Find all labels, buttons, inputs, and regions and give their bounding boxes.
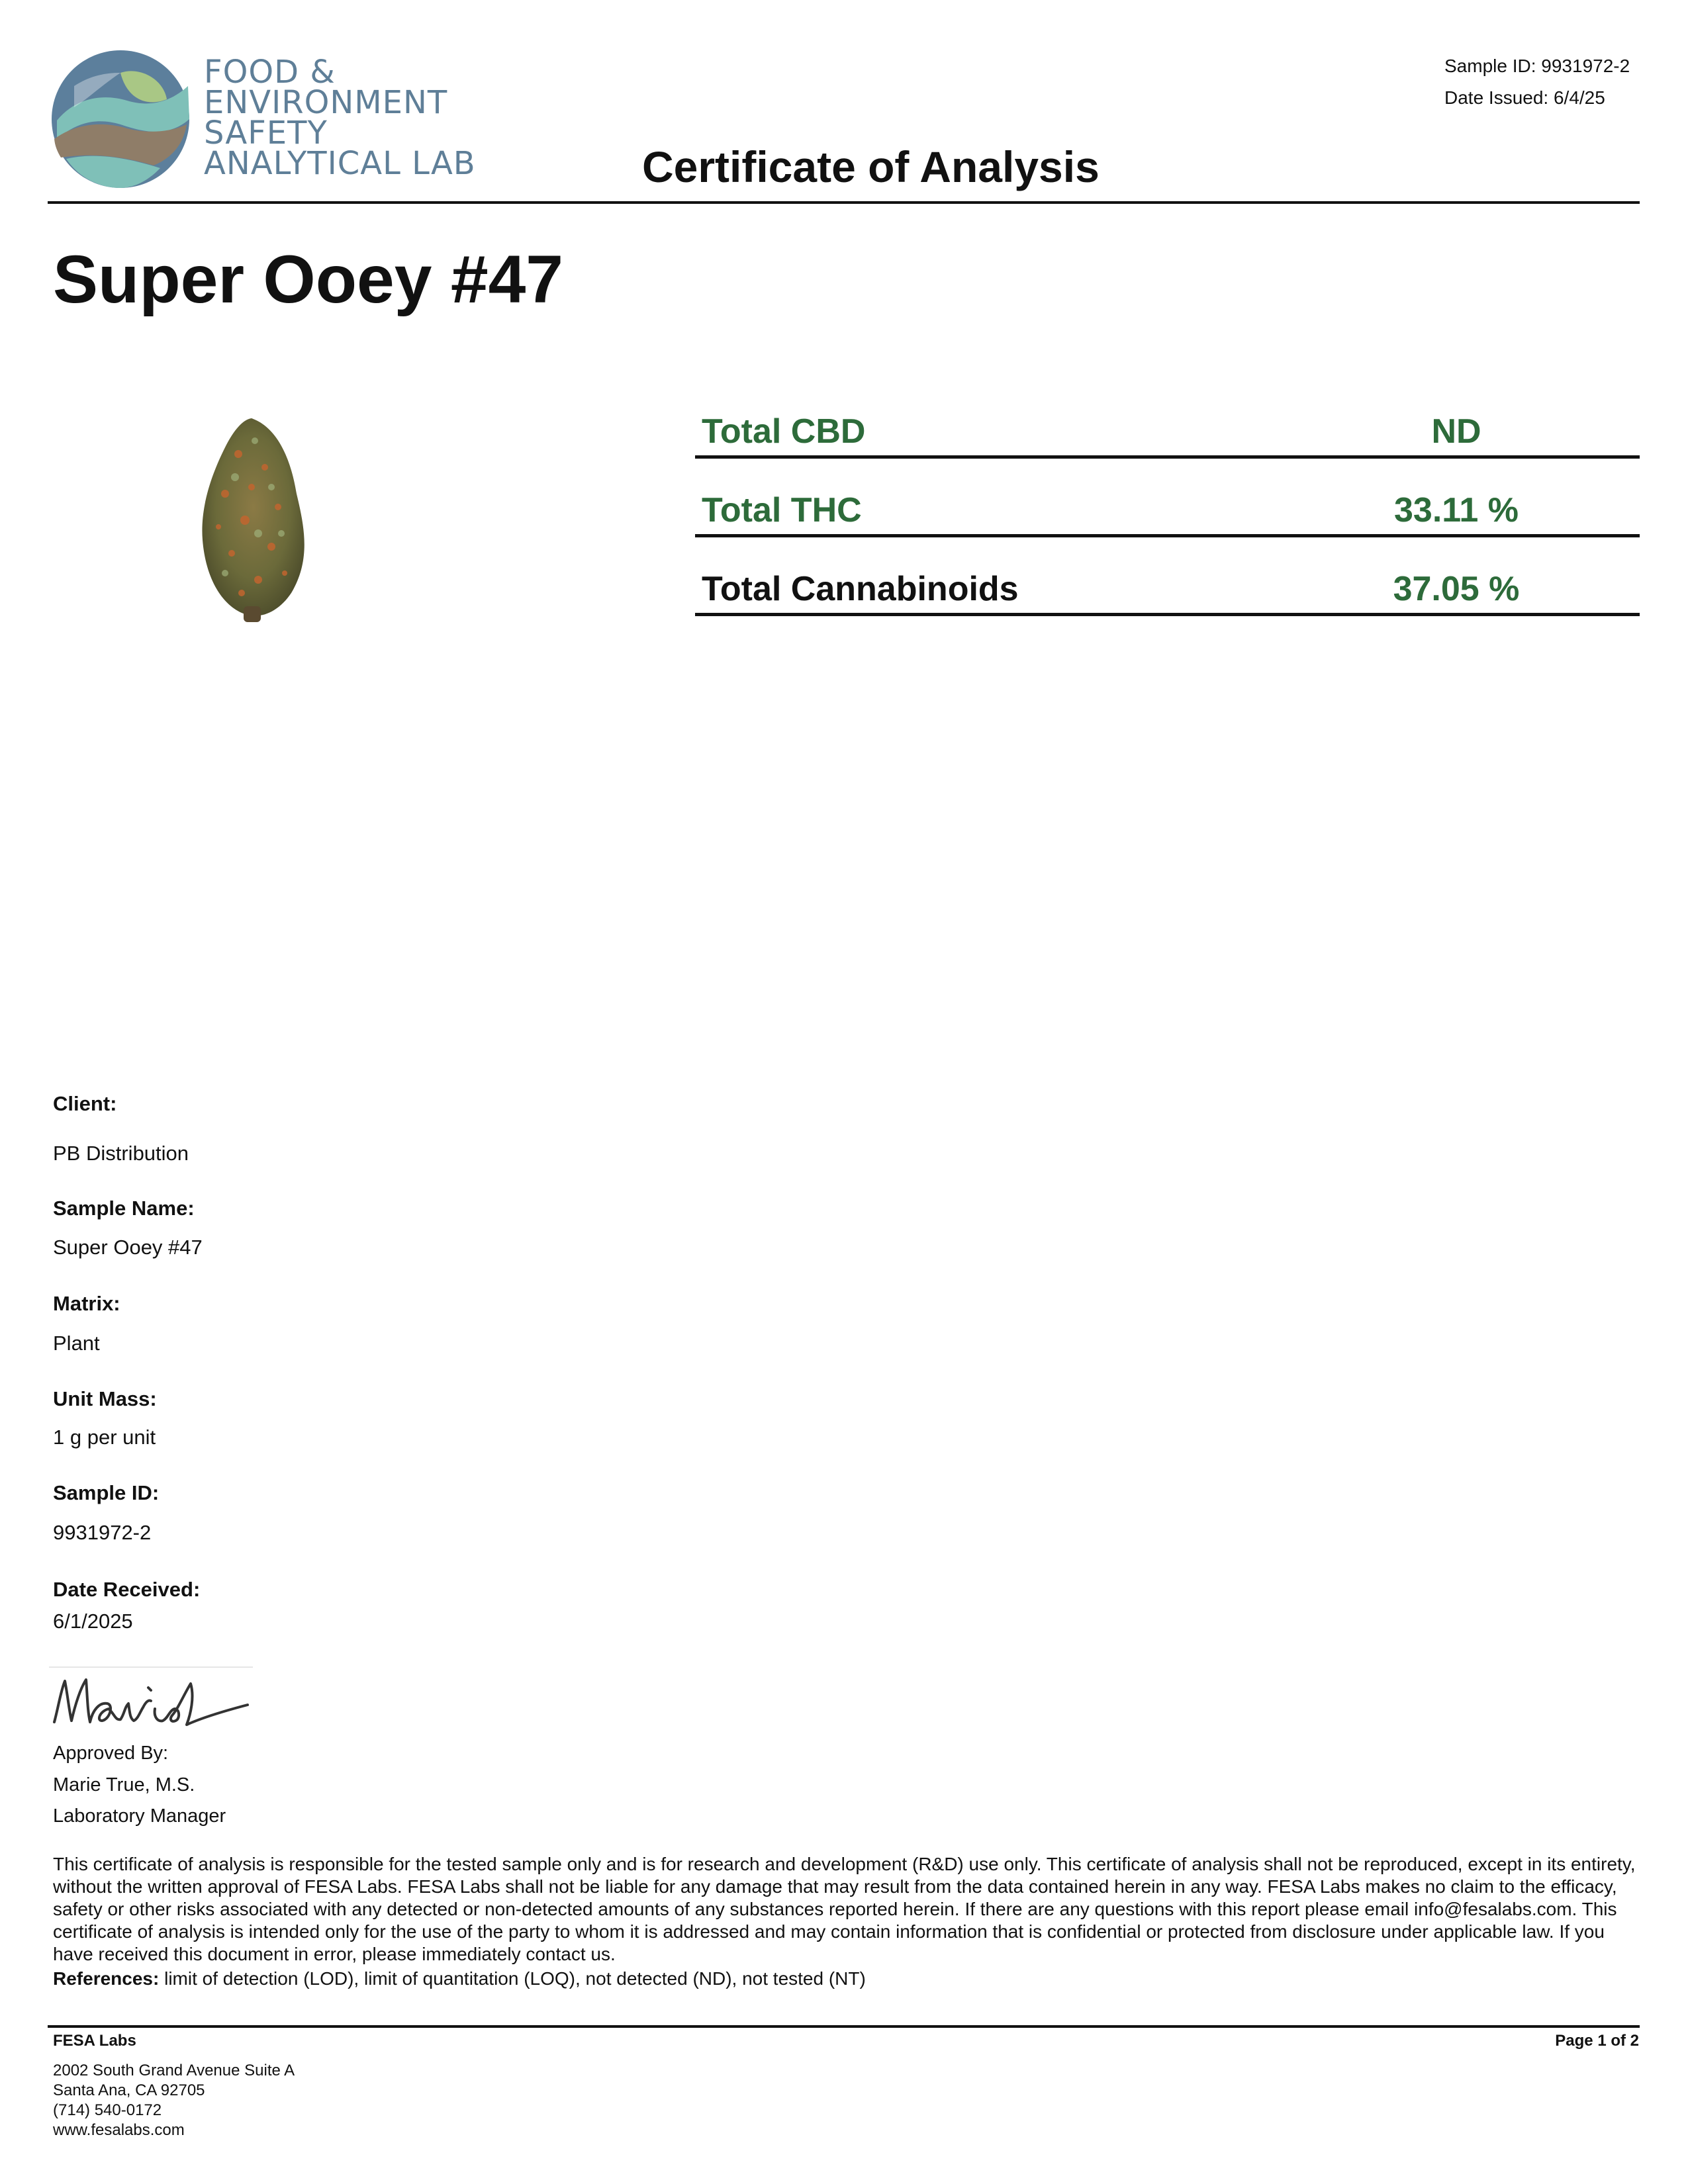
address-line: (714) 540-0172 [53, 2101, 162, 2119]
references-line [53, 1968, 866, 1989]
address-line: www.fesalabs.com [53, 2121, 185, 2139]
summary-label: Total Cannabinoids [702, 570, 1019, 608]
matrix-value: Plant [53, 1332, 100, 1355]
product-image [179, 414, 324, 626]
header-date-issued: Date Issued: 6/4/25 [1444, 87, 1605, 108]
unit-mass-label: Unit Mass: [53, 1387, 157, 1410]
sample-id-value: 9931972-2 [53, 1521, 152, 1544]
references-label: References: [53, 1968, 160, 1989]
header-meta [1444, 50, 1630, 114]
logo-line: FOOD & [204, 54, 336, 91]
footer-divider [48, 2025, 1640, 2028]
unit-mass-value: 1 g per unit [53, 1426, 156, 1449]
approver-role: Laboratory Manager [53, 1805, 226, 1827]
logo-line: ANALYTICAL LAB [204, 145, 476, 182]
sample-name-value: Super Ooey #47 [53, 1236, 203, 1259]
summary-value: ND [1431, 412, 1481, 451]
client-label: Client: [53, 1092, 117, 1115]
footer-lab-name: FESA Labs [53, 2032, 136, 2050]
footer-address [53, 2061, 295, 2140]
client-value: PB Distribution [53, 1142, 189, 1165]
summary-row-total-cannabinoids [695, 535, 1640, 616]
references-text: limit of detection (LOD), limit of quantitation (LOQ), not detected (ND), not tested (NT) [159, 1968, 866, 1989]
summary-row-cbd [695, 377, 1640, 459]
address-line: Santa Ana, CA 92705 [53, 2081, 205, 2099]
approver-name: Marie True, M.S. [53, 1774, 195, 1796]
logo-wordmark [204, 54, 476, 182]
logo-line: ENVIRONMENT [204, 84, 448, 121]
approved-by-label: Approved By: [53, 1743, 169, 1764]
summary-row-thc [695, 456, 1640, 537]
date-received-label: Date Received: [53, 1578, 201, 1601]
sample-title: Super Ooey #47 [53, 242, 564, 317]
sample-id-label: Sample ID: [53, 1481, 160, 1504]
lab-logo-icon [48, 46, 193, 192]
summary-value: 33.11 % [1394, 491, 1519, 529]
summary-label: Total THC [702, 491, 862, 529]
summary-value: 37.05 % [1393, 570, 1520, 608]
logo-line: SAFETY [204, 114, 328, 152]
date-received-value: 6/1/2025 [53, 1610, 133, 1633]
header-divider [48, 201, 1640, 204]
disclaimer-text: This certificate of analysis is responsible for the tested sample only and is for research and development (R&D) use only. This certificate of analysis shall not be reproduced, except in its entirety, without the written approval of FESA Labs. FESA Labs shall not be liable for any damage that may result from the data contained herein in any way. FESA Labs makes no claim to the efficacy, safety or other risks associated with any detected or non-detected amounts of any substances reported herein. If there are any questions with this report please email info@fesalabs.com. This certificate of analysis is intended only for the use of the party to whom it is addressed and may contain information that is confidential or protected from disclosure under applicable law. If you have received this document in error, please immediately contact us. [53, 1854, 1636, 1964]
page-number: Page 1 of 2 [1555, 2032, 1639, 2050]
matrix-label: Matrix: [53, 1292, 120, 1315]
document-title: Certificate of Analysis [642, 142, 1100, 191]
summary-label: Total CBD [702, 412, 866, 451]
sample-name-label: Sample Name: [53, 1197, 195, 1220]
header-sample-id: Sample ID: 9931972-2 [1444, 56, 1630, 76]
address-line: 2002 South Grand Avenue Suite A [53, 2062, 295, 2079]
signature-image [49, 1661, 254, 1734]
